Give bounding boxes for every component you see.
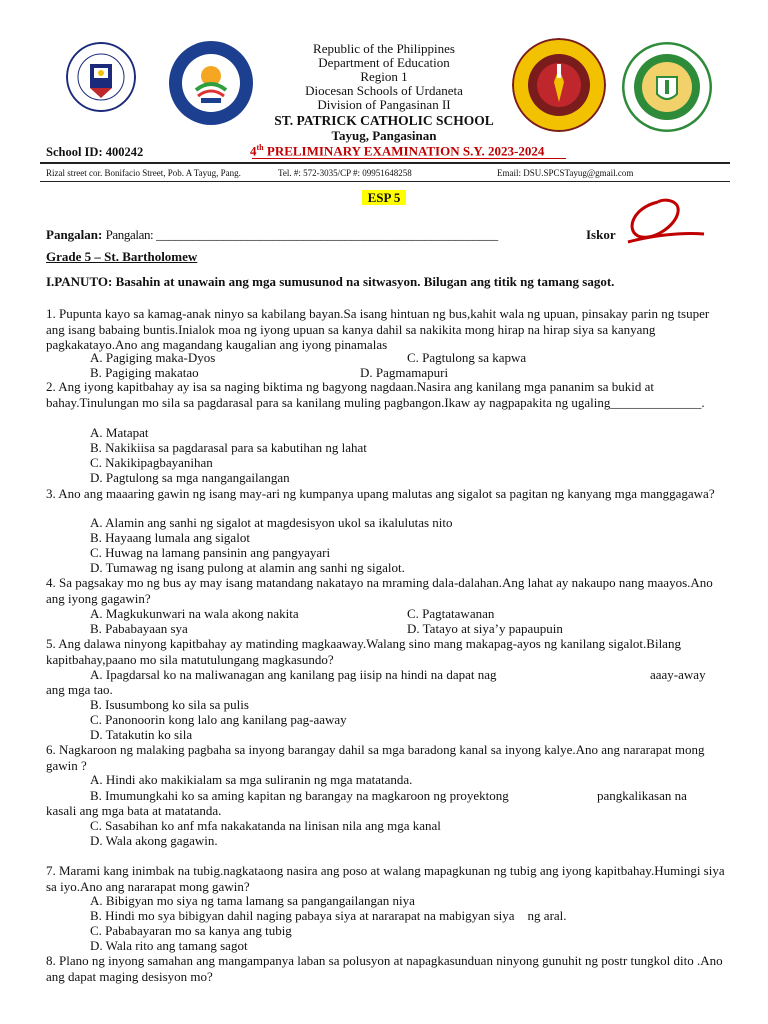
q3-option-b[interactable]: B. Hayaang lumala ang sigalot	[90, 530, 250, 545]
question-3: 3. Ano ang maaaring gawin ng isang may-ari ng kumpanya upang malutas ang sigalot sa pagitan ng kanyang mga manggagawa?	[46, 486, 715, 501]
q5-option-a-wrap: ang mga tao.	[46, 682, 113, 697]
instructions: I.PANUTO: Basahin at unawain ang mga sumusunod na sitwasyon. Bilugan ang titik ng tamang sagot.	[46, 274, 615, 289]
q6-option-d[interactable]: D. Wala akong gagawin.	[90, 833, 218, 848]
q6-option-b[interactable]: B. Imumungkahi ko sa aming kapitan ng barangay na magkaroon ng proyektong	[90, 788, 509, 803]
question-1: 1. Pupunta kayo sa kamag-anak ninyo sa kabilang bayan.Sa isang hintuan ng bus,kahit wala ng upuan, pinsakay parin ng tsuper ang isang babaing buntis.Inialok moa ng iyong upuan sa kanya dahil sa nakikita mong hirap na hirap siya sa kanyang pagkakatayo.Ano ang magandang kaugalian ang iyong pinamalas	[46, 306, 710, 352]
q7-option-c[interactable]: C. Pababayaran mo sa kanya ang tubig	[90, 923, 292, 938]
score-mark	[620, 192, 710, 250]
school-location: Tayug, Pangasinan	[331, 128, 437, 143]
header-division: Division of Pangasinan II	[317, 97, 451, 112]
q1-option-b[interactable]: B. Pagiging makatao	[90, 365, 199, 380]
header-department: Department of Education	[318, 55, 450, 70]
header-region: Region 1	[360, 69, 408, 84]
q1-option-d[interactable]: D. Pagmamapuri	[360, 365, 449, 380]
q7-option-d[interactable]: D. Wala rito ang tamang sagot	[90, 938, 248, 953]
score-label: Iskor	[586, 227, 616, 242]
school-telephone: Tel. #: 572-3035/CP #: 09951648258	[278, 168, 412, 178]
q6-option-b-cont: pangkalikasan na	[597, 788, 687, 803]
q3-option-d[interactable]: D. Tumawag ng isang pulong at alamin ang sanhi ng sigalot.	[90, 560, 405, 575]
school-id: School ID: 400242	[46, 145, 144, 159]
header-divider-top	[40, 162, 730, 164]
q5-option-a[interactable]: A. Ipagdarsal ko na maliwanagan ang kanilang pag iisip na hindi na dapat nag	[90, 667, 497, 682]
question-5: 5. Ang dalawa ninyong kapitbahay ay matinding magkaaway.Walang sino mang makapag-ayos ng kanilang sigalot.Bilang kapitbahay,paano mo sila matutulungang magkasundo?	[46, 636, 681, 667]
q2-option-c[interactable]: C. Nakikipagbayanihan	[90, 455, 213, 470]
question-4: 4. Sa pagsakay mo ng bus ay may isang matandang nakatayo na mraming dala-dalahan.Ang lahat ay nakaupo nang maayos.Ano ang iyong gagawin?	[46, 575, 713, 606]
q2-option-d[interactable]: D. Pagtulong sa mga nangangailangan	[90, 470, 290, 485]
school-email: Email: DSU.SPCSTayug@gmail.com	[497, 168, 634, 178]
q1-option-c[interactable]: C. Pagtulong sa kapwa	[407, 350, 527, 365]
q4-option-c[interactable]: C. Pagtatawanan	[407, 606, 495, 621]
q3-option-a[interactable]: A. Alamin ang sanhi ng sigalot at magdesisyon ukol sa ikalulutas nito	[90, 515, 453, 530]
school-address: Rizal street cor. Bonifacio Street, Pob. A Tayug, Pang.	[46, 168, 241, 178]
header-diocesan: Diocesan Schools of Urdaneta	[305, 83, 463, 98]
q6-option-a[interactable]: A. Hindi ako makikialam sa mga suliranin ng mga matatanda.	[90, 772, 413, 787]
name-field[interactable]: Pangalan: Pangalan: ________________________________________________________	[46, 227, 498, 242]
school-name: ST. PATRICK CATHOLIC SCHOOL	[274, 113, 494, 128]
grade-section: Grade 5 – St. Bartholomew	[46, 249, 198, 264]
question-7: 7. Marami kang inimbak na tubig.nagkataong nasira ang poso at walang mapagkunan ng tubig ang iyong kapitbahay.Humingi siya sa iyo.Ano ang nararapat mong gawin?	[46, 863, 725, 894]
exam-number-suffix: th	[256, 143, 264, 152]
q5-option-a-cont: aaay-away	[650, 667, 706, 682]
subject-badge: ESP 5	[362, 190, 406, 205]
q5-option-d[interactable]: D. Tatakutin ko sila	[90, 727, 193, 742]
question-8: 8. Plano ng inyong samahan ang mangampanya laban sa polusyon at napagkasunduan ninyong gunuhit ng postr tungkol dito .Ano ang dapat maging desisyon mo?	[46, 953, 723, 984]
exam-title-text: PRELIMINARY EXAMINATION S.Y. 2023-2024	[263, 143, 545, 159]
q7-option-a[interactable]: A. Bibigyan mo siya ng tama lamang sa pangangailangan niya	[90, 893, 415, 908]
q7-option-b[interactable]: B. Hindi mo sya bibigyan dahil naging pabaya siya at nararapat na mabigyan siya ng aral.	[90, 908, 567, 923]
q5-option-c[interactable]: C. Panonoorin kong lalo ang kanilang pag-aaway	[90, 712, 347, 727]
q2-option-a[interactable]: A. Matapat	[90, 425, 149, 440]
header-republic: Republic of the Philippines	[313, 41, 455, 56]
header-divider-bottom	[40, 181, 730, 182]
exam-title-underline	[252, 158, 566, 159]
q1-option-a[interactable]: A. Pagiging maka-Dyos	[90, 350, 216, 365]
question-2: 2. Ang iyong kapitbahay ay isa sa naging biktima ng bagyong nagdaan.Nasira ang kanilang mga pananim sa bukid at bahay.Tinulungan mo sila sa pagdarasal para sa kanilang muling pagbangon.Ikaw ay nagpapakita ng ugaling______________.	[46, 379, 705, 410]
q4-option-d[interactable]: D. Tatayo at siya’y papaupuin	[407, 621, 563, 636]
q3-option-c[interactable]: C. Huwag na lamang pansinin ang pangyayari	[90, 545, 331, 560]
exam-number: 4	[250, 143, 257, 159]
q4-option-b[interactable]: B. Pababayaan sya	[90, 621, 188, 636]
q2-option-b[interactable]: B. Nakikiisa sa pagdarasal para sa kabutihan ng lahat	[90, 440, 367, 455]
q5-option-b[interactable]: B. Isusumbong ko sila sa pulis	[90, 697, 249, 712]
q6-option-b-wrap: kasali ang mga bata at matatanda.	[46, 803, 222, 818]
q6-option-c[interactable]: C. Sasabihan ko anf mfa nakakatanda na linisan nila ang mga kanal	[90, 818, 441, 833]
q4-option-a[interactable]: A. Magkukunwari na wala akong nakita	[90, 606, 299, 621]
exam-title	[250, 143, 544, 159]
question-6: 6. Nagkaroon ng malaking pagbaha sa inyong barangay dahil sa mga baradong kanal sa inyong kalye.Ano ang nararapat mong gawin ?	[46, 742, 705, 773]
name-line: Pangalan: ________________________________________________________	[105, 227, 498, 242]
